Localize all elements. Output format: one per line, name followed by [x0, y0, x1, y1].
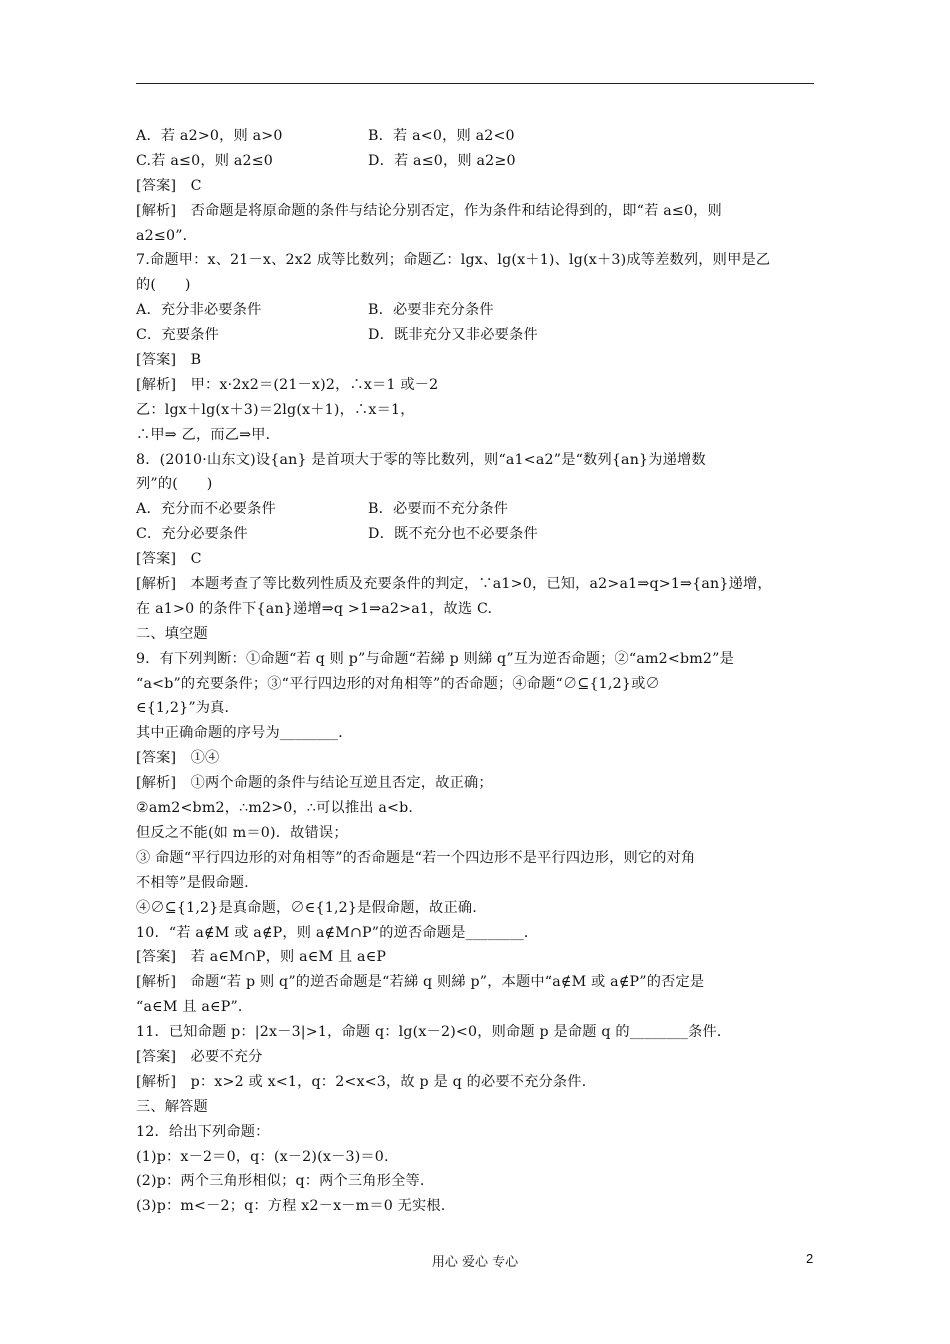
option-right: B．必要而不充分条件	[368, 501, 509, 518]
text-line: 三、解答题	[136, 1098, 208, 1115]
text-line: (2)p：两个三角形相似；q：两个三角形全等.	[136, 1173, 425, 1190]
text-line: 9．有下列判断：①命题“若 q 则 p”与命题“若綈 p 则綈 q”互为逆否命题；②“am2<bm2”是	[136, 650, 734, 667]
text-line: [答案] 必要不充分	[136, 1048, 263, 1065]
text-line: 其中正确命题的序号为________．	[136, 725, 353, 742]
text-line: 8．(2010·山东文)设{an} 是首项大于零的等比数列，则“a1<a2”是“数列{an}为递增数	[136, 451, 706, 468]
text-line: ④∅⊆{1,2}是真命题，∅∈{1,2}是假命题，故正确.	[136, 899, 477, 916]
text-line: [解析] ①两个命题的条件与结论互逆且否定，故正确；	[136, 775, 493, 792]
text-line: [答案] B	[136, 352, 202, 369]
page-number: 2	[806, 1251, 814, 1266]
text-line: [解析] 甲：x·2x2＝(21－x)2，∴x＝1 或－2	[136, 376, 439, 393]
text-line: 乙：lgx＋lg(x＋3)＝2lg(x＋1)，∴x＝1，	[136, 401, 415, 418]
text-line: [解析] p：x>2 或 x<1，q：2<x<3，故 p 是 q 的必要不充分条件．	[136, 1073, 597, 1090]
text-line: 11．已知命题 p：|2x－3|>1，命题 q：lg(x－2)<0，则命题 p 是命题 q 的________条件．	[136, 1024, 732, 1041]
option-right: D．若 a≤0，则 a2≥0	[368, 152, 516, 169]
option-right: D．既不充分也不必要条件	[368, 526, 538, 543]
text-line: [解析] 本题考查了等比数列性质及充要条件的判定，∵a1>0，已知，a2>a1⇒q>1⇒{an}递增，	[136, 576, 772, 593]
option-left: A．充分非必要条件	[136, 302, 262, 319]
text-line	[136, 323, 826, 348]
text-line: (3)p：m<－2；q：方程 x2－x－m＝0 无实根.	[136, 1198, 446, 1215]
text-line	[136, 522, 826, 547]
text-line: 在 a1>0 的条件下{an}递增⇒q >1⇒a2>a1，故选 C.	[136, 600, 493, 617]
text-line: [答案] C	[136, 551, 202, 568]
text-line	[136, 298, 826, 323]
text-line: 列”的( )	[136, 476, 213, 493]
text-line: [解析] 命题“若 p 则 q”的逆否命题是“若綈 q 则綈 p”，本题中“a∉M 或 a∉P”的否定是	[136, 974, 705, 991]
text-line: “a∈M 且 a∈P”．	[136, 999, 253, 1016]
footer-slogan: 用心 爱心 专心	[431, 1255, 519, 1270]
text-line: ②am2<bm2，∴m2>0，∴可以推出 a<b.	[136, 800, 414, 817]
text-line: 12．给出下列命题：	[136, 1123, 270, 1140]
text-line: ③ 命题“平行四边形的对角相等”的否命题是“若一个四边形不是平行四边形，则它的对角	[136, 849, 696, 866]
text-line: 的( )	[136, 277, 191, 294]
text-line: [答案] C	[136, 177, 202, 194]
text-line: [答案] ①④	[136, 750, 220, 767]
text-line: a2≤0”．	[136, 227, 198, 244]
text-line: “a<b”的充要条件；③“平行四边形的对角相等”的否命题；④命题“∅⊆{1,2}或∅	[136, 675, 660, 692]
text-line: (1)p：x－2＝0，q：(x－2)(x－3)＝0.	[136, 1148, 389, 1165]
option-right: D．既非充分又非必要条件	[368, 327, 538, 344]
text-line: 但反之不能(如 m＝0)．故错误；	[136, 824, 348, 841]
text-line	[136, 124, 826, 149]
document-body	[136, 124, 826, 1219]
option-left: C．充分必要条件	[136, 526, 248, 543]
option-left: A．若 a2>0，则 a>0	[136, 128, 283, 144]
text-line: 10．“若 a∉M 或 a∉P，则 a∉M∩P”的逆否命题是________．	[136, 924, 539, 941]
option-left: A．充分而不必要条件	[136, 501, 276, 518]
text-line: 不相等”是假命题.	[136, 874, 249, 891]
text-line: ∈{1,2}”为真．	[136, 700, 239, 717]
option-right: B．若 a<0，则 a2<0	[368, 128, 515, 144]
text-line: 7.命题甲：x、21－x、2x2 成等比数列；命题乙：lgx、lg(x＋1)、lg(x＋3)成等差数列，则甲是乙	[136, 252, 771, 269]
text-line	[136, 149, 826, 174]
option-right: B．必要非充分条件	[368, 302, 494, 319]
option-left: C．充要条件	[136, 327, 219, 344]
header-rule	[136, 83, 814, 84]
option-left: C.若 a≤0，则 a2≤0	[136, 152, 274, 169]
text-line: [答案] 若 a∈M∩P，则 a∈M 且 a∈P	[136, 949, 387, 966]
text-line	[136, 497, 826, 522]
text-line: ∴甲⇒ 乙，而乙⇒甲．	[136, 426, 280, 443]
text-line: [解析] 否命题是将原命题的条件与结论分别否定，作为条件和结论得到的，即“若 a≤0，则	[136, 202, 722, 219]
text-line: 二、填空题	[136, 625, 208, 642]
